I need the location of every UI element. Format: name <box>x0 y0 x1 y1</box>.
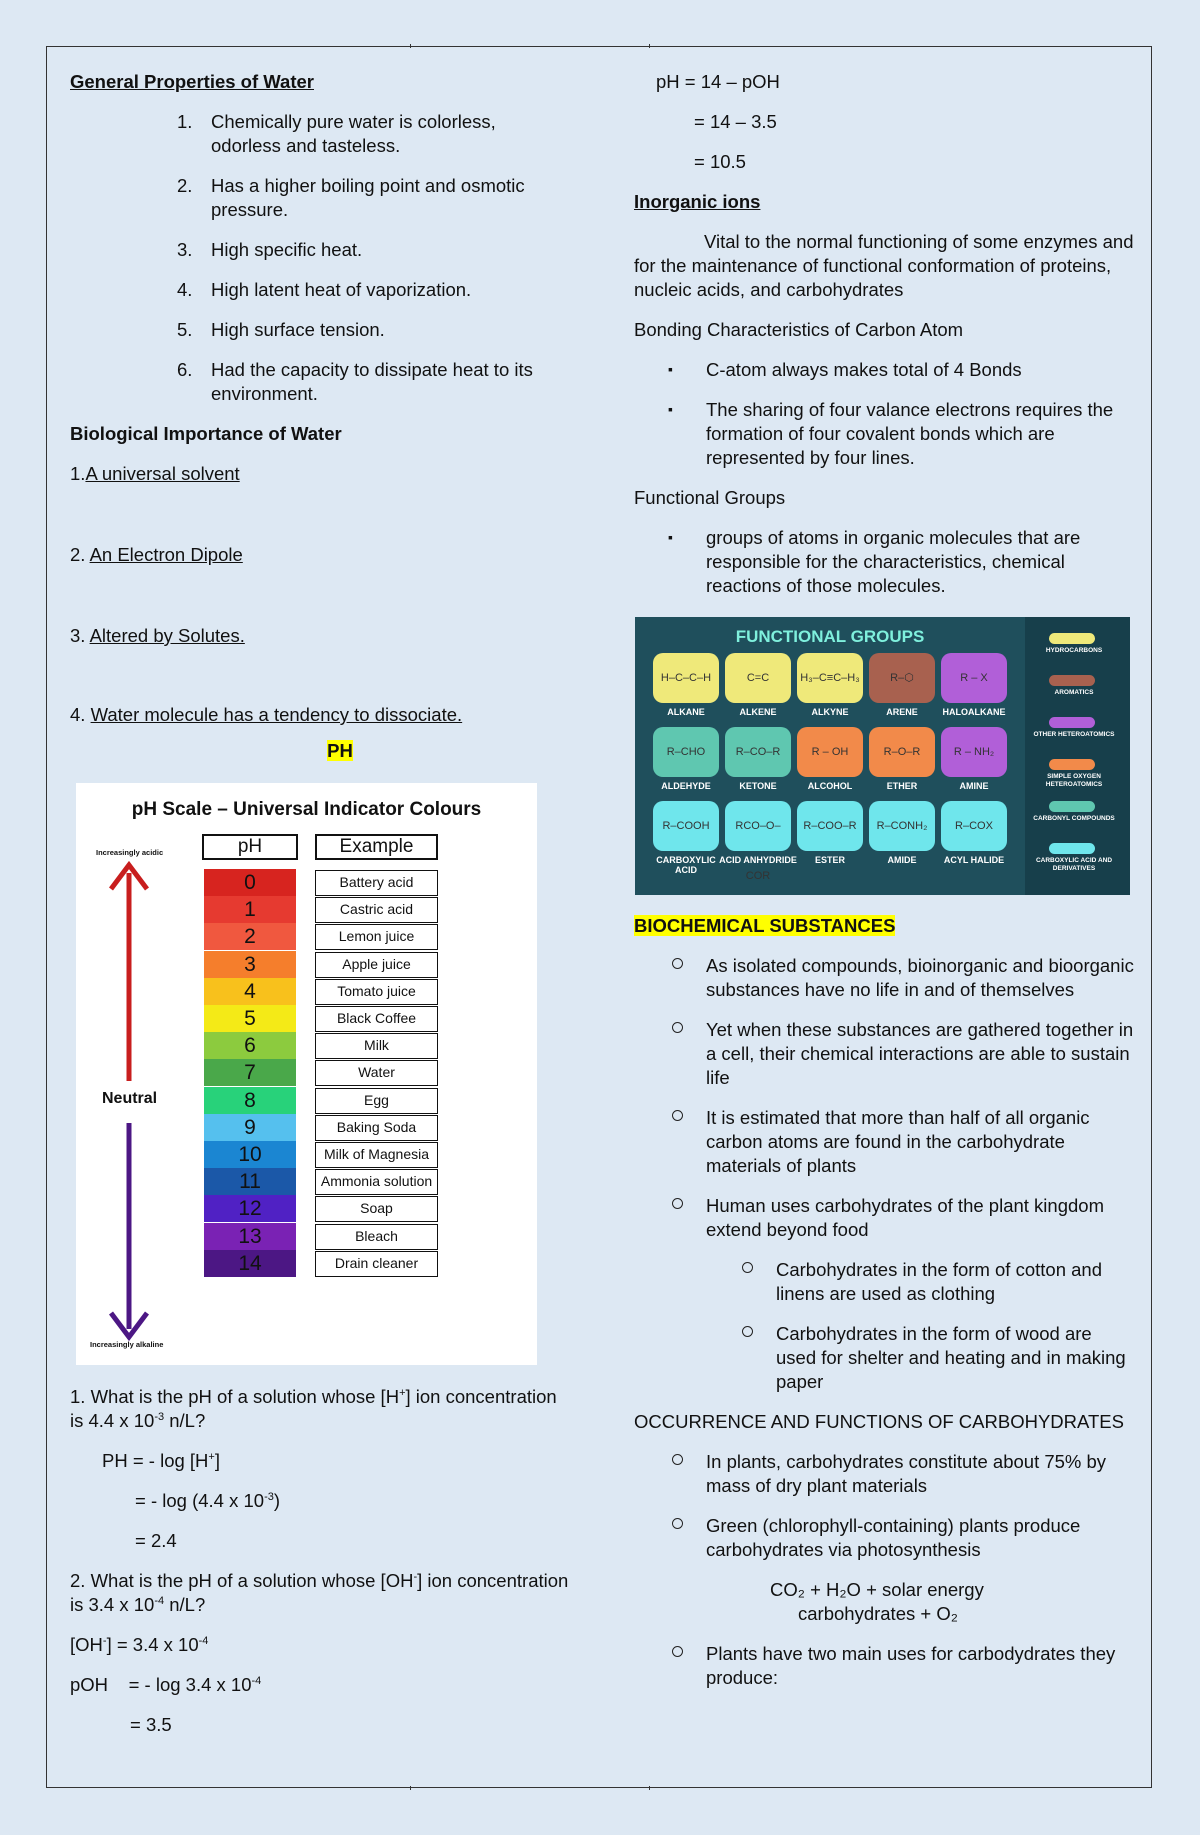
fg-tile-aldehyde: R–CHO <box>653 727 719 777</box>
solution-2-line-1: [OH-] = 3.4 x $10^{-4}$ <box>70 1634 209 1655</box>
fg-legend-swatch <box>1049 843 1095 854</box>
fg-tile-acyl-halide: R–COX <box>941 801 1007 851</box>
fg-tile-ester: R–COO–R <box>797 801 863 851</box>
bio-item-1: 1.A universal solvent <box>70 463 240 484</box>
left-column <box>70 70 570 763</box>
fg-legend-swatch <box>1049 759 1095 770</box>
bio-item-4: 4. Water molecule has a tendency to dissociate. <box>70 704 463 725</box>
ph-problems <box>70 1385 570 1753</box>
ph-swatch-11: 11 <box>204 1168 296 1195</box>
inorganic-ions-heading: Inorganic ions <box>634 191 761 212</box>
ph-example-3: Apple juice <box>315 952 438 978</box>
ph-example-7: Water <box>315 1060 438 1086</box>
fg-tile-alcohol: R – OH <box>797 727 863 777</box>
fg-legend-swatch <box>1049 633 1095 644</box>
solution-1-line-3: = 2.4 <box>135 1530 177 1551</box>
solution-2-line-2: pOH = - log 3.4 x $10^{-4}$ <box>70 1674 262 1695</box>
occurrence-item: Plants have two main uses for carbodydrates they produce: <box>634 1642 1134 1690</box>
fg-tile-alkene: C=C <box>725 653 791 703</box>
inorganic-ions-text: Vital to the normal functioning of some enzymes and for the maintenance of functional conformation of proteins, nucleic acids, and carbohydrates <box>634 231 1134 300</box>
solution-2-line-3: = 3.5 <box>130 1714 172 1735</box>
ph-swatch-3: 3 <box>204 951 296 978</box>
property-item: 6. Had the capacity to dissipate heat to its environment. <box>177 359 533 404</box>
ph-example-14: Drain cleaner <box>315 1251 438 1277</box>
biochemical-section <box>634 914 1134 1706</box>
fg-tile-label: KETONE <box>739 781 777 791</box>
ph-swatch-9: 9 <box>204 1114 296 1141</box>
ph-swatch-10: 10 <box>204 1141 296 1168</box>
neutral-label: Neutral <box>102 1090 158 1107</box>
fg-legend-swatch <box>1049 801 1095 812</box>
alkaline-label: Increasingly alkaline <box>90 1340 164 1349</box>
fg-legend-swatch <box>1049 675 1095 686</box>
ph-heading: PH <box>327 740 353 761</box>
bio-item-2: 2. An Electron Dipole <box>70 544 243 565</box>
ph-chart-title: pH Scale – Universal Indicator Colours <box>131 799 482 820</box>
property-item: 2. Has a higher boiling point and osmotic pressure. <box>177 175 525 220</box>
ph-swatch-5: 5 <box>204 1005 296 1032</box>
occurrence-item: In plants, carbohydrates constitute about 75% by mass of dry plant materials <box>634 1450 1134 1498</box>
biological-importance-heading: Biological Importance of Water <box>70 423 342 444</box>
ph-example-1: Castric acid <box>315 897 438 923</box>
fg-legend-swatch <box>1049 717 1095 728</box>
ph-scale-chart <box>76 783 537 1365</box>
fg-tile-label: ALDEHYDE <box>661 781 711 791</box>
fg-tile-haloalkane: R – X <box>941 653 1007 703</box>
bonding-heading: Bonding Characteristics of Carbon Atom <box>634 319 964 340</box>
fg-tile-acid-anhydride: RCO–O–COR <box>725 801 791 851</box>
fg-legend <box>1025 617 1130 895</box>
fg-tile-label: HALOALKANE <box>942 707 1006 717</box>
biochemical-subitem: Carbohydrates in the form of cotton and linens are used as clothing <box>634 1258 1134 1306</box>
occurrence-heading: OCCURRENCE AND FUNCTIONS OF CARBOHYDRATES <box>634 1411 1124 1432</box>
occurrence-item: Green (chlorophyll-containing) plants produce carbohydrates via photosynthesis <box>634 1514 1134 1562</box>
property-item: 1. Chemically pure water is colorless, odorless and tasteless. <box>177 111 496 156</box>
fg-image-title: FUNCTIONAL GROUPS <box>735 627 925 646</box>
photosynthesis-equation-2: carbohydrates + O₂ <box>798 1603 958 1624</box>
ph-swatch-2: 2 <box>204 923 296 950</box>
poh-line-1: pH = 14 – pOH <box>656 71 780 92</box>
fg-tile-label: ARENE <box>886 707 918 717</box>
ph-swatch-8: 8 <box>204 1087 296 1114</box>
fg-tile-label: ALKANE <box>667 707 705 717</box>
fg-tile-arene: R–⬡ <box>869 653 935 703</box>
fg-legend-label: OTHER HETEROATOMICS <box>1033 731 1115 738</box>
ph-swatch-4: 4 <box>204 978 296 1005</box>
functional-groups-image <box>635 617 1130 895</box>
question-2: 2. What is the pH of a solution whose [OH-] ion concentration is 3.4 x $10^{-4}$ n/L? <box>70 1570 569 1615</box>
ph-column-header: pH <box>202 834 298 860</box>
fg-tile-label: AMINE <box>959 781 989 791</box>
fg-tile-amide: R–CONH₂ <box>869 801 935 851</box>
ph-swatch-6: 6 <box>204 1032 296 1059</box>
poh-line-2: = 14 – 3.5 <box>694 111 777 132</box>
fg-tile-label: ALKENE <box>739 707 777 717</box>
fg-tile-label: CARBOXYLIC ACID <box>656 855 716 875</box>
ph-example-2: Lemon juice <box>315 924 438 950</box>
fg-tile-amine: R – NH₂ <box>941 727 1007 777</box>
ph-example-10: Milk of Magnesia <box>315 1142 438 1168</box>
ph-swatch-13: 13 <box>204 1223 296 1250</box>
biochemical-item: Human uses carbohydrates of the plant kingdom extend beyond food <box>634 1194 1134 1242</box>
acidic-label: Increasingly acidic <box>96 848 164 857</box>
general-properties-heading: General Properties of Water <box>70 71 314 92</box>
biochemical-item: It is estimated that more than half of all organic carbon atoms are found in the carbohydrate materials of plants <box>634 1106 1134 1178</box>
ph-example-13: Bleach <box>315 1224 438 1250</box>
bonding-item: ▪ The sharing of four valance electrons requires the formation of four covalent bonds which are represented by four lines. <box>668 399 1114 468</box>
example-column-header: Example <box>315 834 438 860</box>
fg-tile-label: AMIDE <box>887 855 917 865</box>
biochemical-heading: BIOCHEMICAL SUBSTANCES <box>634 915 896 936</box>
ph-example-12: Soap <box>315 1196 438 1222</box>
functional-groups-item: ▪ groups of atoms in organic molecules that are responsible for the characteristics, chemical reactions of those molecules. <box>668 527 1081 596</box>
functional-groups-heading: Functional Groups <box>634 487 786 508</box>
property-item: 4. High latent heat of vaporization. <box>177 279 472 300</box>
bonding-item: ▪ C-atom always makes total of 4 Bonds <box>668 359 1022 380</box>
fg-legend-label: HYDROCARBONS <box>1045 647 1103 654</box>
fg-tile-alkane: H–C–C–H <box>653 653 719 703</box>
fg-tile-alkyne: H₃–C≡C–H₃ <box>797 653 863 703</box>
fg-tile-label: ALCOHOL <box>807 781 853 791</box>
fg-tile-label: ETHER <box>886 781 918 791</box>
biochemical-item: Yet when these substances are gathered together in a cell, their chemical interactions are able to sustain life <box>634 1018 1134 1090</box>
poh-line-3: = 10.5 <box>694 151 746 172</box>
ph-example-6: Milk <box>315 1033 438 1059</box>
fg-legend-label: SIMPLE OXYGEN HETEROATOMICS <box>1045 773 1103 788</box>
fg-tile-label: ACYL HALIDE <box>943 855 1005 865</box>
fg-tile-label: ACID ANHYDRIDE <box>719 855 797 865</box>
ph-example-0: Battery acid <box>315 870 438 896</box>
ph-swatch-14: 14 <box>204 1250 296 1277</box>
question-1: 1. What is the pH of a solution whose [H+] ion concentration is 4.4 x $10^{-3}$ n/L? <box>70 1386 557 1431</box>
ph-example-9: Baking Soda <box>315 1115 438 1141</box>
biochemical-item: As isolated compounds, bioinorganic and bioorganic substances have no life in and of themselves <box>634 954 1134 1002</box>
ph-example-5: Black Coffee <box>315 1006 438 1032</box>
right-column <box>634 70 1134 614</box>
ph-example-11: Ammonia solution <box>315 1169 438 1195</box>
ph-example-8: Egg <box>315 1088 438 1114</box>
ph-arrows <box>76 783 537 1365</box>
ph-swatch-0: 0 <box>204 869 296 896</box>
fg-tile-ketone: R–CO–R <box>725 727 791 777</box>
fg-tile-label: ESTER <box>814 855 845 865</box>
fg-tile-ether: R–O–R <box>869 727 935 777</box>
fg-legend-label: CARBOXYLIC ACID AND DERIVATIVES <box>1035 857 1113 872</box>
biochemical-subitem: Carbohydrates in the form of wood are used for shelter and heating and in making paper <box>634 1322 1134 1394</box>
fg-tile-carboxylic-acid: R–COOH <box>653 801 719 851</box>
fg-tile-label: ALKYNE <box>811 707 849 717</box>
property-item: 5. High surface tension. <box>177 319 385 340</box>
ph-swatch-7: 7 <box>204 1059 296 1086</box>
ph-example-4: Tomato juice <box>315 979 438 1005</box>
fg-legend-label: CARBONYL COMPOUNDS <box>1033 815 1115 822</box>
properties-list <box>70 110 570 406</box>
solution-1-line-2: = - log (4.4 x $10^{-3}$) <box>135 1490 281 1511</box>
property-item: 3. High specific heat. <box>177 239 363 260</box>
bio-item-3: 3. Altered by Solutes. <box>70 625 245 646</box>
photosynthesis-equation-1: CO₂ + H₂O + solar energy <box>770 1579 984 1600</box>
fg-legend-label: AROMATICS <box>1054 689 1094 696</box>
ph-swatch-12: 12 <box>204 1195 296 1222</box>
ph-swatch-1: 1 <box>204 896 296 923</box>
solution-1-line-1: PH = - log [H+] <box>102 1450 220 1471</box>
